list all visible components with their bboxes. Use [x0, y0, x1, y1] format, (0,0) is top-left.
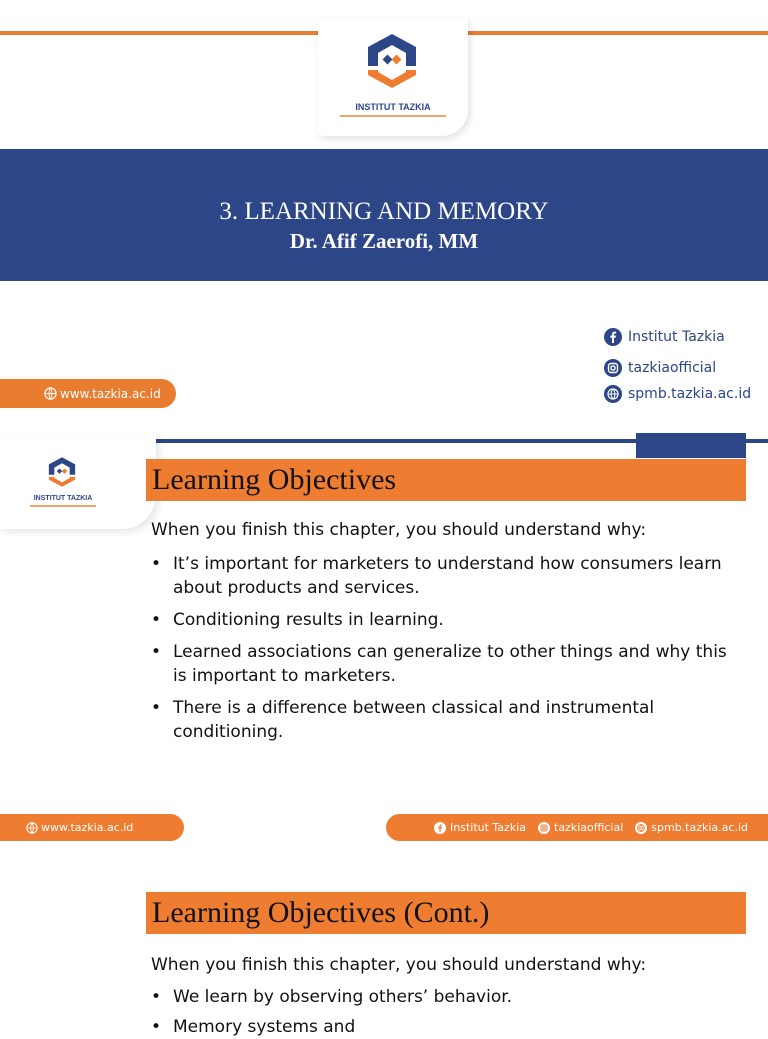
bullet-text: There is a difference between classical and instrumental conditioning. — [173, 698, 655, 742]
title-band — [0, 149, 768, 281]
globe-icon — [635, 822, 647, 834]
intro-text: When you finish this chapter, you should understand why: — [151, 955, 647, 975]
facebook-icon — [434, 822, 446, 834]
social-facebook[interactable] — [604, 328, 725, 346]
bullet-item — [151, 985, 741, 1009]
top-accent-line-right — [466, 31, 768, 35]
slide-subtitle: Dr. Afif Zaerofi, MM — [289, 229, 479, 253]
bullet-text: Memory systems and — [173, 1017, 356, 1037]
top-accent-line-left — [0, 31, 318, 35]
globe-icon — [44, 387, 57, 400]
title-slide — [0, 0, 768, 430]
bullet-dot-icon: • — [151, 554, 162, 574]
tazkia-logo-icon — [44, 455, 80, 489]
footer-website-label: www.tazkia.ac.id — [41, 821, 134, 834]
footer-social-facebook[interactable] — [434, 821, 526, 834]
bullet-text: It’s important for marketers to understand how consumers learn about products and services. — [173, 554, 722, 598]
social-instagram-label: tazkiaofficial — [628, 360, 717, 376]
instagram-icon — [538, 822, 550, 834]
bullet-item — [151, 1015, 741, 1039]
bullet-item — [151, 608, 741, 632]
tazkia-logo-icon — [360, 30, 424, 92]
footer-socials-pill — [386, 814, 768, 841]
bullet-dot-icon: • — [151, 642, 162, 662]
logo-tagline-bar — [340, 115, 446, 117]
objectives-cont-slide — [0, 862, 768, 1037]
slide-heading: Learning Objectives (Cont.) — [152, 896, 490, 929]
bullet-text: Learned associations can generalize to other things and why this is important to marketers. — [173, 642, 727, 686]
bullet-dot-icon: • — [151, 987, 162, 1007]
heading-box — [146, 892, 746, 934]
bullet-item — [151, 552, 741, 600]
heading-box — [146, 459, 746, 501]
slide-heading: Learning Objectives — [152, 463, 397, 496]
logo-card — [318, 18, 468, 136]
bullet-item — [151, 640, 741, 688]
footer-social-instagram-label: tazkiaofficial — [554, 821, 624, 834]
social-instagram[interactable] — [604, 359, 716, 377]
social-facebook-label: Institut Tazkia — [628, 329, 725, 345]
footer-social-website[interactable] — [635, 821, 748, 834]
bullet-text: We learn by observing others’ behavior. — [173, 987, 513, 1007]
logo-tagline-bar — [30, 505, 96, 507]
bullet-dot-icon: • — [151, 610, 162, 630]
globe-icon — [26, 822, 38, 834]
objectives-slide — [0, 431, 768, 861]
social-website[interactable] — [604, 385, 751, 403]
footer-social-website-label: spmb.tazkia.ac.id — [651, 821, 748, 834]
intro-text: When you finish this chapter, you should understand why: — [151, 520, 647, 540]
bullet-dot-icon: • — [151, 698, 162, 718]
bullet-item — [151, 696, 741, 744]
footer-social-instagram[interactable] — [538, 821, 623, 834]
logo-card — [0, 433, 156, 529]
logo-name: INSTITUT TAZKIA — [355, 102, 431, 112]
website-pill[interactable] — [0, 379, 176, 408]
website-label: www.tazkia.ac.id — [60, 386, 161, 401]
bullet-dot-icon: • — [151, 1017, 162, 1037]
slide-title: 3. LEARNING AND MEMORY — [219, 198, 549, 225]
footer-social-facebook-label: Institut Tazkia — [450, 821, 526, 834]
bullet-text: Conditioning results in learning. — [173, 610, 444, 630]
social-website-label: spmb.tazkia.ac.id — [628, 386, 752, 402]
footer-website-pill[interactable] — [0, 814, 184, 841]
facebook-icon — [604, 328, 622, 346]
top-accent-block — [636, 433, 746, 458]
instagram-icon — [604, 359, 622, 377]
logo-name: INSTITUT TAZKIA — [33, 495, 93, 502]
globe-icon — [604, 385, 622, 403]
